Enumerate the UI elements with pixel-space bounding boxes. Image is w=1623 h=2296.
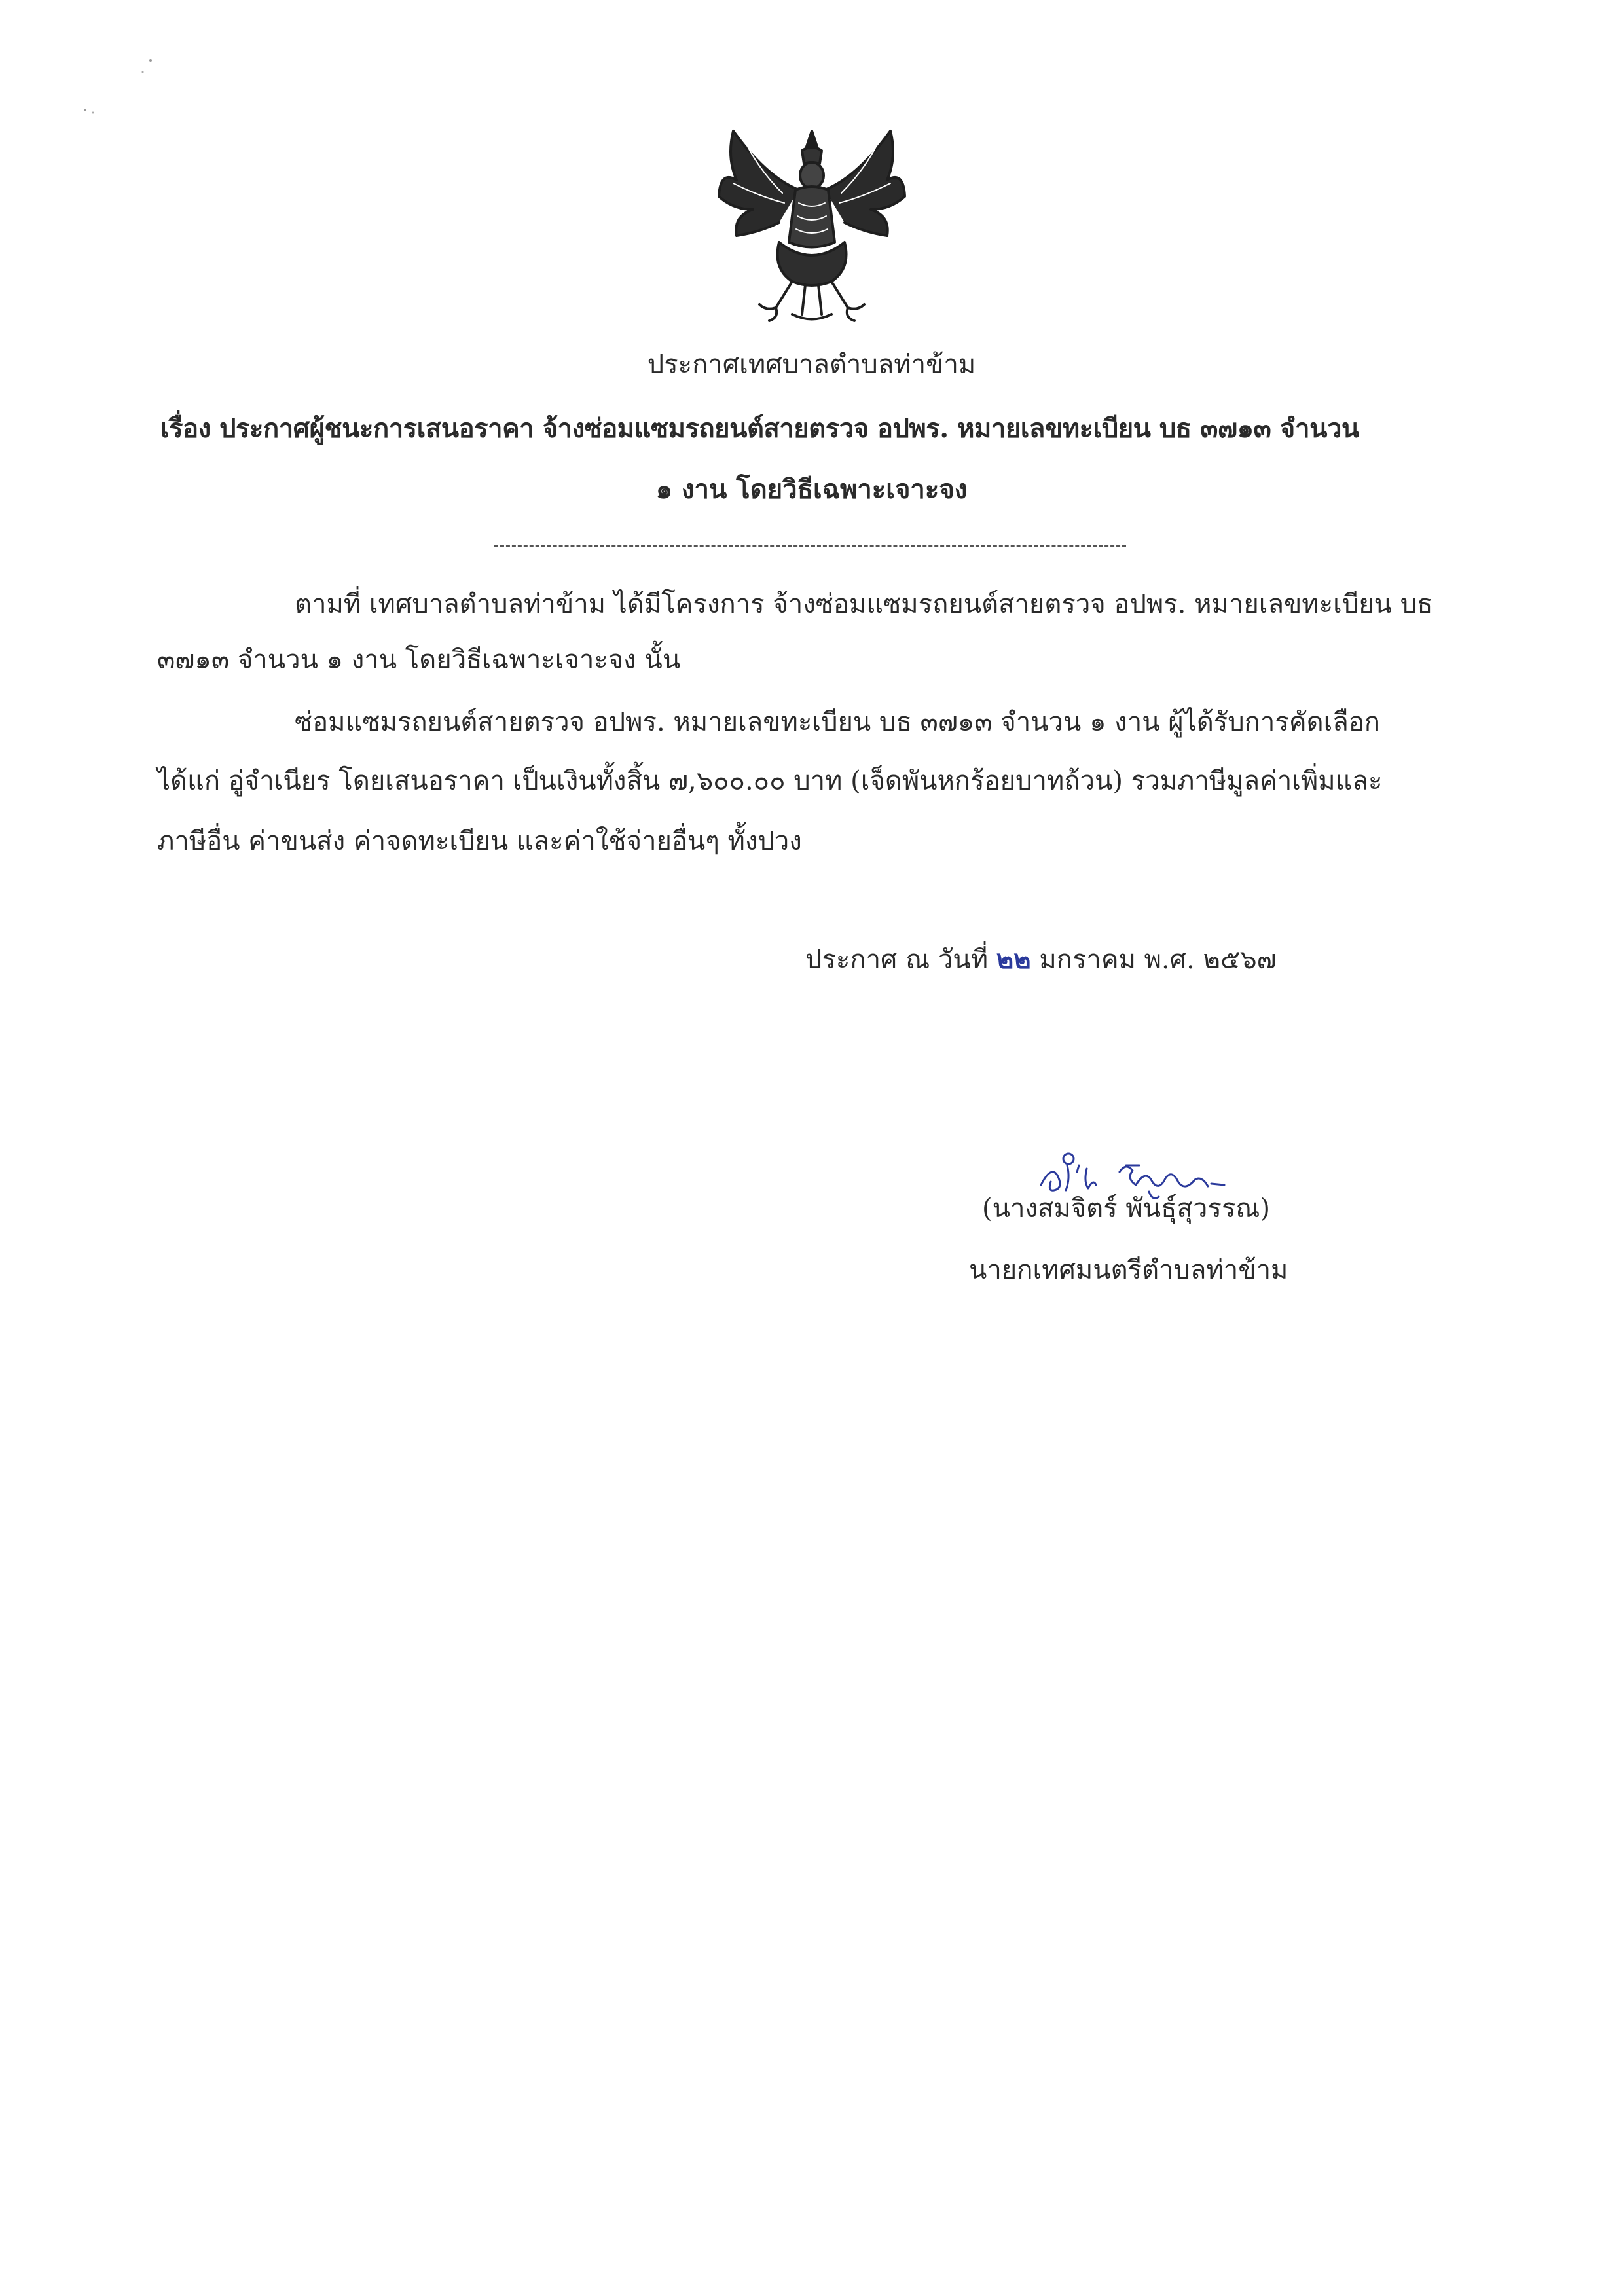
body-paragraph-1-line-1: ตามที่ เทศบาลตำบลท่าข้าม ได้มีโครงการ จ้างซ่อมแซมรถยนต์สายตรวจ อปพร. หมายเลขทะเบียน บธ <box>295 589 1433 619</box>
body-paragraph-2-line-1: ซ่อมแซมรถยนต์สายตรวจ อปพร. หมายเลขทะเบียน บธ ๓๗๑๓ จำนวน ๑ งาน ผู้ได้รับการคัดเลือก <box>295 707 1380 737</box>
announcement-date-day: ๒๒ <box>996 944 1031 975</box>
announcement-date-prefix: ประกาศ ณ วันที่ <box>805 945 989 975</box>
garuda-emblem-icon <box>707 118 917 327</box>
section-divider <box>494 545 1126 547</box>
signer-name: (นางสมจิตร์ พันธุ์สุวรรณ) <box>982 1194 1271 1224</box>
signer-position: นายกเทศมนตรีตำบลท่าข้าม <box>969 1255 1288 1285</box>
body-paragraph-1-line-2: ๓๗๑๓ จำนวน ๑ งาน โดยวิธีเฉพาะเจาะจง นั้น <box>157 645 681 675</box>
announcement-date-month-year: มกราคม พ.ศ. ๒๕๖๗ <box>1039 945 1277 975</box>
body-paragraph-2-line-3: ภาษีอื่น ค่าขนส่ง ค่าจดทะเบียน และค่าใช้จ่ายอื่นๆ ทั้งปวง <box>157 826 802 856</box>
body-paragraph-2-line-2: ได้แก่ อู่จำเนียร โดยเสนอราคา เป็นเงินทั้งสิ้น ๗,๖๐๐.๐๐ บาท (เจ็ดพันหกร้อยบาทถ้วน) รวมภาษีมูลค่าเพิ่มและ <box>157 766 1383 796</box>
document-title: ประกาศเทศบาลตำบลท่าข้าม <box>647 350 976 380</box>
scan-specks <box>72 52 177 131</box>
subject-line-1: เรื่อง ประกาศผู้ชนะการเสนอราคา จ้างซ่อมแซมรถยนต์สายตรวจ อปพร. หมายเลขทะเบียน บธ ๓๗๑๓ จำนวน <box>160 413 1359 444</box>
announcement-date <box>805 940 1277 979</box>
subject-line-2: ๑ งาน โดยวิธีเฉพาะเจาะจง <box>655 474 968 505</box>
